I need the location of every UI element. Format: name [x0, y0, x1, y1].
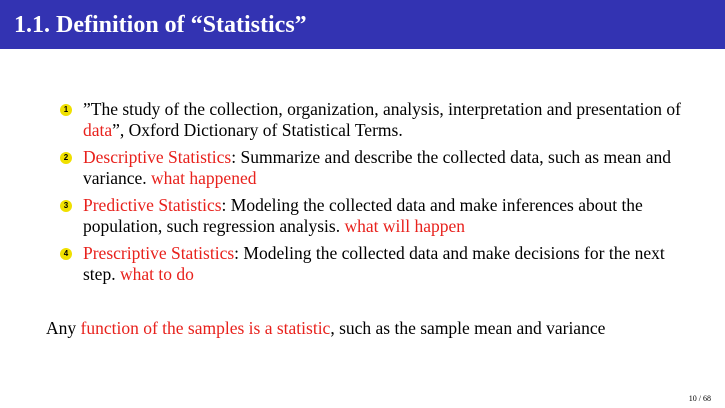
note-what-will-happen: what will happen	[344, 216, 466, 236]
list-item	[60, 243, 700, 285]
term-predictive-statistics: Predictive Statistics	[83, 195, 222, 215]
term-prescriptive-statistics: Prescriptive Statistics	[83, 243, 235, 263]
bullet-2: 2	[60, 152, 72, 164]
list-item	[60, 195, 700, 237]
note-what-to-do: what to do	[119, 264, 194, 284]
slide-title: 1.1. Definition of “Statistics”	[14, 12, 307, 38]
page-number: 10 / 68	[688, 394, 711, 403]
list-item	[60, 147, 700, 189]
list-item	[60, 99, 700, 141]
bullet-3: 3	[60, 200, 72, 212]
item-text: ”, Oxford Dictionary of Statistical Terms.	[112, 120, 403, 140]
definition-list	[60, 99, 700, 291]
summary-text: , such as the sample mean and variance	[330, 318, 606, 338]
summary-text: Any	[46, 318, 81, 338]
item-text: : Summarize and describe the collected data, such as mean and variance.	[83, 147, 672, 188]
item-text: ”The study of the collection, organization, analysis, interpretation and presentation of	[83, 99, 681, 119]
bullet-1: 1	[60, 104, 72, 116]
summary-line	[46, 318, 605, 339]
item-text: : Modeling the collected data and make decisions for the next step.	[83, 243, 665, 284]
note-what-happened: what happened	[151, 168, 257, 188]
highlight-data: data	[83, 120, 113, 140]
bullet-4: 4	[60, 248, 72, 260]
title-bar	[0, 0, 725, 49]
term-descriptive-statistics: Descriptive Statistics	[83, 147, 232, 167]
summary-highlight: function of the samples is a statistic	[80, 318, 331, 338]
item-text: : Modeling the collected data and make inferences about the population, such regression analysis.	[83, 195, 643, 236]
